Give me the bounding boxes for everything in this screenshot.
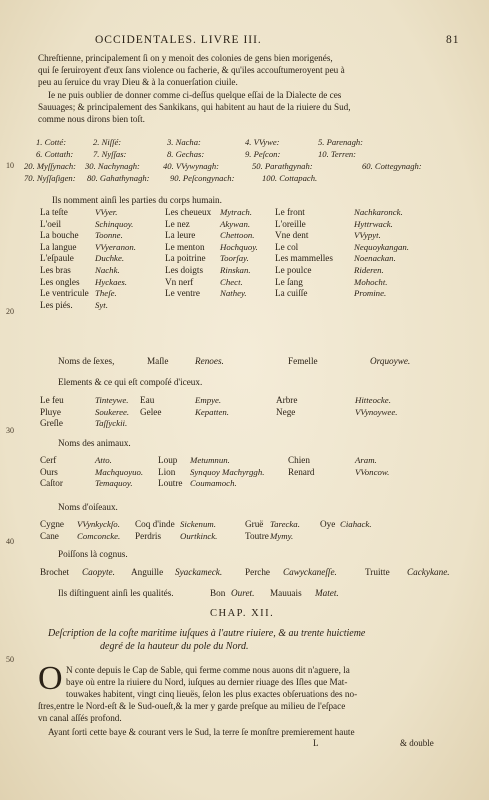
margin-number: 10 bbox=[6, 161, 14, 170]
animal-name: Renard bbox=[288, 466, 315, 477]
animal-word: Atto. bbox=[95, 455, 112, 465]
animal-word: Coumamoch. bbox=[190, 478, 237, 489]
fish-word: Syackameck. bbox=[175, 567, 223, 577]
body-part-name: La cuiſſe bbox=[275, 288, 308, 299]
element-word: VVynoywee. bbox=[355, 406, 398, 417]
fish-name: Brochet bbox=[40, 567, 70, 577]
bird-word: Sickenum. bbox=[180, 519, 216, 529]
body-part-name: La langue bbox=[40, 241, 77, 252]
number-word: 40. VVywynagh: bbox=[163, 161, 220, 171]
body-part-word: Mytrach. bbox=[220, 207, 253, 217]
body-part-word: Nathey. bbox=[220, 288, 247, 299]
body-part-word: Akywan. bbox=[220, 218, 251, 229]
animal-name: Cerf bbox=[40, 455, 57, 465]
bird-word: Comconcke. bbox=[77, 530, 121, 541]
para-line: N conte depuis le Cap de Sable, qui ferme comme nous auons dit n'aguere, la bbox=[66, 665, 350, 675]
sexes-female-word: Orquoywe. bbox=[370, 356, 411, 366]
animal-word: Temaquoy. bbox=[95, 478, 133, 489]
section-intro: Elements & ce qui eſt compoſé d'iceux. bbox=[58, 377, 203, 387]
body-part-name: Le front bbox=[275, 207, 305, 217]
body-part-name: Le ſang bbox=[275, 276, 303, 287]
body-part-word: Mohocht. bbox=[354, 276, 388, 287]
element-word: Tinteywe. bbox=[95, 395, 129, 405]
number-word: 30. Nachynagh: bbox=[85, 161, 140, 171]
element-name: Le feu bbox=[40, 395, 64, 405]
bird-word: Mymy. bbox=[270, 530, 294, 541]
number-word: 4. VVywe: bbox=[245, 137, 280, 147]
para-line: baye où entre la riuiere du Nord, iuſques au dernier riuage des Iſles que Mat- bbox=[66, 677, 348, 687]
number-word: 60. Cottegynagh: bbox=[362, 161, 422, 171]
section-intro: Ils nomment ainſi les parties du corps humain. bbox=[52, 195, 222, 205]
element-word: Kepatten. bbox=[195, 406, 229, 417]
body-part-word: VVypyt. bbox=[354, 230, 381, 241]
body-part-name: Le ventricule bbox=[40, 288, 89, 299]
body-part-word: Nachk. bbox=[95, 265, 120, 275]
body-part-word: Syt. bbox=[95, 299, 108, 310]
quality-bon: Bon bbox=[210, 588, 226, 598]
bird-name: Coq d'inde bbox=[135, 519, 175, 529]
body-part-name: Le poulce bbox=[275, 265, 312, 275]
animal-word: Metumnun. bbox=[190, 455, 230, 465]
body-part-word: Duchke. bbox=[95, 253, 125, 264]
margin-number: 40 bbox=[6, 537, 14, 546]
animal-word: Aram. bbox=[355, 455, 377, 465]
body-part-word: VVyeranon. bbox=[95, 241, 136, 252]
body-part-name: Vn nerf bbox=[165, 276, 194, 287]
animal-name: Chien bbox=[288, 455, 310, 465]
quality-mauvais: Mauuais bbox=[270, 588, 302, 598]
animal-word: VVoncow. bbox=[355, 466, 390, 477]
fish-name: Perche bbox=[245, 567, 270, 577]
chapter-subtitle: degré de la hauteur du pole du Nord. bbox=[100, 641, 249, 652]
body-part-name: Les piés. bbox=[40, 299, 73, 310]
page-number: 81 bbox=[446, 34, 460, 46]
intro-line: Chreſtienne, principalement ſi on y menoit des colonies de gens bien morigenés, bbox=[38, 53, 333, 63]
animal-name: Lion bbox=[158, 466, 176, 477]
body-part-name: Les mammelles bbox=[275, 253, 333, 264]
body-part-word: Chettoon. bbox=[220, 230, 255, 241]
intro2-line: comme nous dirons bien toſt. bbox=[38, 114, 145, 124]
body-part-name: L'eſpaule bbox=[40, 253, 74, 264]
number-word: 20. Myſſynach: bbox=[24, 161, 77, 171]
element-word: Soukeree. bbox=[95, 406, 130, 417]
para-line: vn canal aſſés profond. bbox=[38, 713, 122, 723]
body-part-name: Le nez bbox=[165, 218, 190, 229]
margin-number: 50 bbox=[6, 655, 14, 664]
bird-name: Perdris bbox=[135, 530, 162, 541]
animal-name: Caſtor bbox=[40, 478, 63, 489]
element-word: Taſſyckii. bbox=[95, 418, 128, 429]
quality-bon-word: Ouret. bbox=[231, 588, 255, 598]
catchword: & double bbox=[400, 738, 434, 748]
element-name: Nege bbox=[276, 406, 296, 417]
intro-line: peu au ſeruice du vray Dieu & à la conuerſation ciuile. bbox=[38, 77, 238, 87]
chapter-subtitle: Deſcription de la coſte maritime iuſques à l'autre riuiere, & au trente huictieme bbox=[48, 628, 366, 639]
body-part-name: Le col bbox=[275, 241, 299, 252]
body-part-word: Toonne. bbox=[95, 230, 123, 241]
number-word: 3. Nacha: bbox=[167, 137, 201, 147]
number-word: 5. Parenagh: bbox=[318, 137, 364, 147]
section-intro: Poiſſons là cognus. bbox=[58, 549, 128, 559]
element-name: Greſle bbox=[40, 418, 63, 429]
intro2-line: Sauuages; & principalement des Sankikans, qui habitent au haut de la riuiere du Sud, bbox=[38, 102, 351, 112]
bird-word: Ciahack. bbox=[340, 519, 372, 529]
number-word: 8. Gechas: bbox=[167, 149, 205, 159]
body-part-word: Toorſay. bbox=[220, 253, 249, 264]
running-header: OCCIDENTALES. LIVRE III. bbox=[95, 34, 262, 46]
element-name: Pluye bbox=[40, 406, 61, 417]
body-part-word: Nequoykangan. bbox=[354, 241, 409, 252]
bird-word: Ourtkinck. bbox=[180, 530, 218, 541]
fish-word: Cackykane. bbox=[407, 567, 450, 577]
section-intro: Noms d'oiſeaux. bbox=[58, 502, 118, 512]
element-name: Eau bbox=[140, 395, 155, 405]
body-part-word: Rideren. bbox=[354, 265, 384, 275]
body-part-name: Le menton bbox=[165, 241, 205, 252]
body-part-name: L'oreille bbox=[275, 218, 306, 229]
body-part-name: Les doigts bbox=[165, 265, 204, 275]
body-part-word: Hyttrwack. bbox=[354, 218, 393, 229]
fish-word: Caopyte. bbox=[82, 567, 115, 577]
margin-number: 20 bbox=[6, 307, 14, 316]
body-part-name: Les bras bbox=[40, 265, 71, 275]
number-word: 80. Gahathynagh: bbox=[87, 173, 150, 183]
body-part-name: L'oeil bbox=[40, 218, 62, 229]
body-part-word: Rinskan. bbox=[220, 265, 251, 275]
number-word: 6. Cottath: bbox=[36, 149, 74, 159]
number-word: 2. Niſſé: bbox=[93, 137, 122, 147]
body-part-word: Schinquoy. bbox=[95, 218, 134, 229]
intro-line: qui ſe ſeruiroyent d'eux ſans violence ou facherie, & qu'iles accouſtumeroyent peu à bbox=[38, 65, 345, 75]
body-part-word: Noenackan. bbox=[354, 253, 396, 264]
bird-name: Oye bbox=[320, 519, 336, 529]
element-name: Arbre bbox=[276, 395, 298, 405]
bird-word: Tarecka. bbox=[270, 519, 300, 529]
margin-number: 30 bbox=[6, 426, 14, 435]
body-part-word: Theſe. bbox=[95, 288, 117, 299]
animal-name: Loup bbox=[158, 455, 178, 465]
element-word: Hitteocke. bbox=[355, 395, 391, 405]
body-part-name: La leure bbox=[165, 230, 196, 241]
qualities-text: Ils diſtinguent ainſi les qualités. bbox=[58, 588, 174, 598]
para-line: Ayant ſorti cette baye & courant vers le Sud, la terre ſe monſtre premierement haute bbox=[48, 727, 355, 737]
sexes-female: Femelle bbox=[288, 356, 318, 366]
quality-mauvais-word: Matet. bbox=[315, 588, 339, 598]
para-line: touwakes habitent, vingt cinq lieuës, ſelon les plus exactes obſeruations des no- bbox=[66, 689, 358, 699]
bird-name: Cygne bbox=[40, 519, 64, 529]
intro2-line: Ie ne puis oublier de donner comme ci-deſſus quelque eſſai de la Dialecte de ces bbox=[48, 90, 342, 100]
fish-name: Anguille bbox=[131, 567, 164, 577]
element-word: Empye. bbox=[195, 395, 222, 405]
drop-cap: O bbox=[38, 660, 63, 697]
body-part-word: VVyer. bbox=[95, 207, 118, 217]
number-word: 100. Cottapach. bbox=[262, 173, 318, 183]
animal-word: Synquoy Machyrggh. bbox=[190, 466, 265, 477]
sexes-male: Maſle bbox=[147, 356, 169, 366]
body-part-name: La bouche bbox=[40, 230, 79, 241]
fish-word: Cawyckaneſſe. bbox=[283, 567, 337, 577]
body-part-word: Promine. bbox=[354, 288, 387, 299]
body-part-name: Le ventre bbox=[165, 288, 200, 299]
number-word: 1. Cotté: bbox=[36, 137, 67, 147]
chapter-heading: CHAP. XII. bbox=[210, 608, 275, 619]
body-part-name: La teſte bbox=[40, 207, 68, 217]
number-word: 50. Parathgynah: bbox=[252, 161, 313, 171]
body-part-word: Chect. bbox=[220, 276, 243, 287]
animal-word: Machquoyuo. bbox=[95, 466, 144, 477]
body-part-name: Les ongles bbox=[40, 276, 80, 287]
number-word: 70. Nyſſaſigen: bbox=[24, 173, 76, 183]
bird-name: Gruë bbox=[245, 519, 264, 529]
bird-name: Toutre bbox=[245, 530, 269, 541]
body-part-name: Les cheueux bbox=[165, 207, 212, 217]
body-part-name: Vne dent bbox=[275, 230, 309, 241]
number-word: 7. Nyſſas: bbox=[93, 149, 127, 159]
body-part-word: Hochquoy. bbox=[220, 241, 258, 252]
number-word: 90. Peſcongynach: bbox=[170, 173, 235, 183]
body-part-name: La poitrine bbox=[165, 253, 206, 264]
para-line: ſtres,entre le Nord-eſt & le Sud-oueſt,& la mer y garde preſque au milieu de l'eſpace bbox=[38, 701, 346, 711]
body-part-word: Hyckaes. bbox=[95, 276, 127, 287]
animal-name: Ours bbox=[40, 466, 58, 477]
bird-word: VVynkyckſo. bbox=[77, 519, 120, 529]
sexes-label: Noms de ſexes, bbox=[58, 356, 115, 366]
sexes-male-word: Renoes. bbox=[195, 356, 224, 366]
fish-name: Truitte bbox=[365, 567, 390, 577]
signature-mark: L bbox=[313, 738, 319, 748]
number-word: 9. Peſcon: bbox=[245, 149, 281, 159]
animal-name: Loutre bbox=[158, 478, 183, 489]
element-name: Gelee bbox=[140, 406, 162, 417]
bird-name: Cane bbox=[40, 530, 59, 541]
body-part-word: Nachkaronck. bbox=[354, 207, 403, 217]
section-intro: Noms des animaux. bbox=[58, 438, 131, 448]
number-word: 10. Terren: bbox=[318, 149, 357, 159]
